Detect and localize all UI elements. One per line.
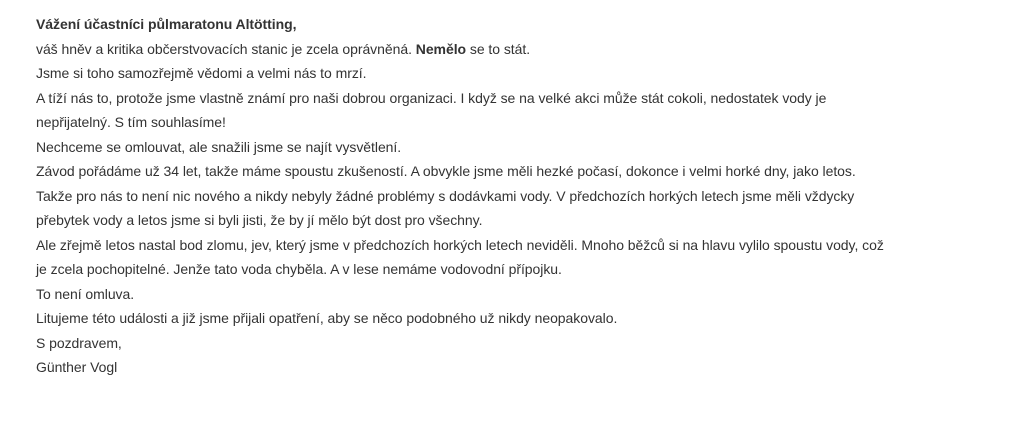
letter-closing: S pozdravem, bbox=[36, 334, 122, 351]
letter-paragraph-6-line-2: přebytek vody a letos jsme si byli jisti, že by jí mělo být dost pro všechny. bbox=[36, 212, 483, 228]
letter-greeting: Vážení účastníci půlmaratonu Altötting, bbox=[36, 16, 297, 32]
paragraph-1-emphasis: Nemělo bbox=[415, 40, 467, 57]
paragraph-1-text-start: váš hněv a kritika občerstvovacích stanic je zcela oprávněná. bbox=[36, 40, 416, 57]
letter-paragraph-2: Jsme si toho samozřejmě vědomi a velmi nás to mrzí. bbox=[36, 65, 367, 81]
letter-paragraph-9: Litujeme této události a již jsme přijali opatření, aby se něco podobného už nikdy neopakovalo. bbox=[36, 310, 618, 326]
letter-paragraph-4: Nechceme se omlouvat, ale snažili jsme se najít vysvětlení. bbox=[36, 138, 402, 155]
letter-paragraph-3-line-2: nepřijatelný. S tím souhlasíme! bbox=[36, 114, 226, 130]
letter-paragraph-7-line-1: Ale zřejmě letos nastal bod zlomu, jev, který jsme v předchozích horkých letech neviděli. Mnoho běžců si na hlavu vylilo spoustu vody, což bbox=[36, 236, 884, 253]
letter-body bbox=[36, 12, 996, 380]
letter-paragraph-7-line-2: je zcela pochopitelné. Jenže tato voda chyběla. A v lese nemáme vodovodní přípojku. bbox=[36, 261, 562, 277]
paragraph-1-text-end: se to stát. bbox=[466, 40, 531, 57]
letter-paragraph-1 bbox=[36, 37, 996, 62]
letter-paragraph-3-line-1: A tíží nás to, protože jsme vlastně známí pro naši dobrou organizaci. I když se na velké akci může stát cokoli, nedostatek vody je bbox=[36, 89, 827, 106]
letter-signature: Günther Vogl bbox=[36, 359, 118, 375]
letter-paragraph-6-line-1: Takže pro nás to není nic nového a nikdy nebyly žádné problémy s dodávkami vody. V předchozích horkých letech jsme měli vždycky bbox=[36, 187, 855, 204]
letter-paragraph-5: Závod pořádáme už 34 let, takže máme spoustu zkušeností. A obvykle jsme měli hezké počasí, dokonce i velmi horké dny, jako letos. bbox=[36, 163, 856, 179]
letter-paragraph-8: To není omluva. bbox=[36, 285, 135, 302]
